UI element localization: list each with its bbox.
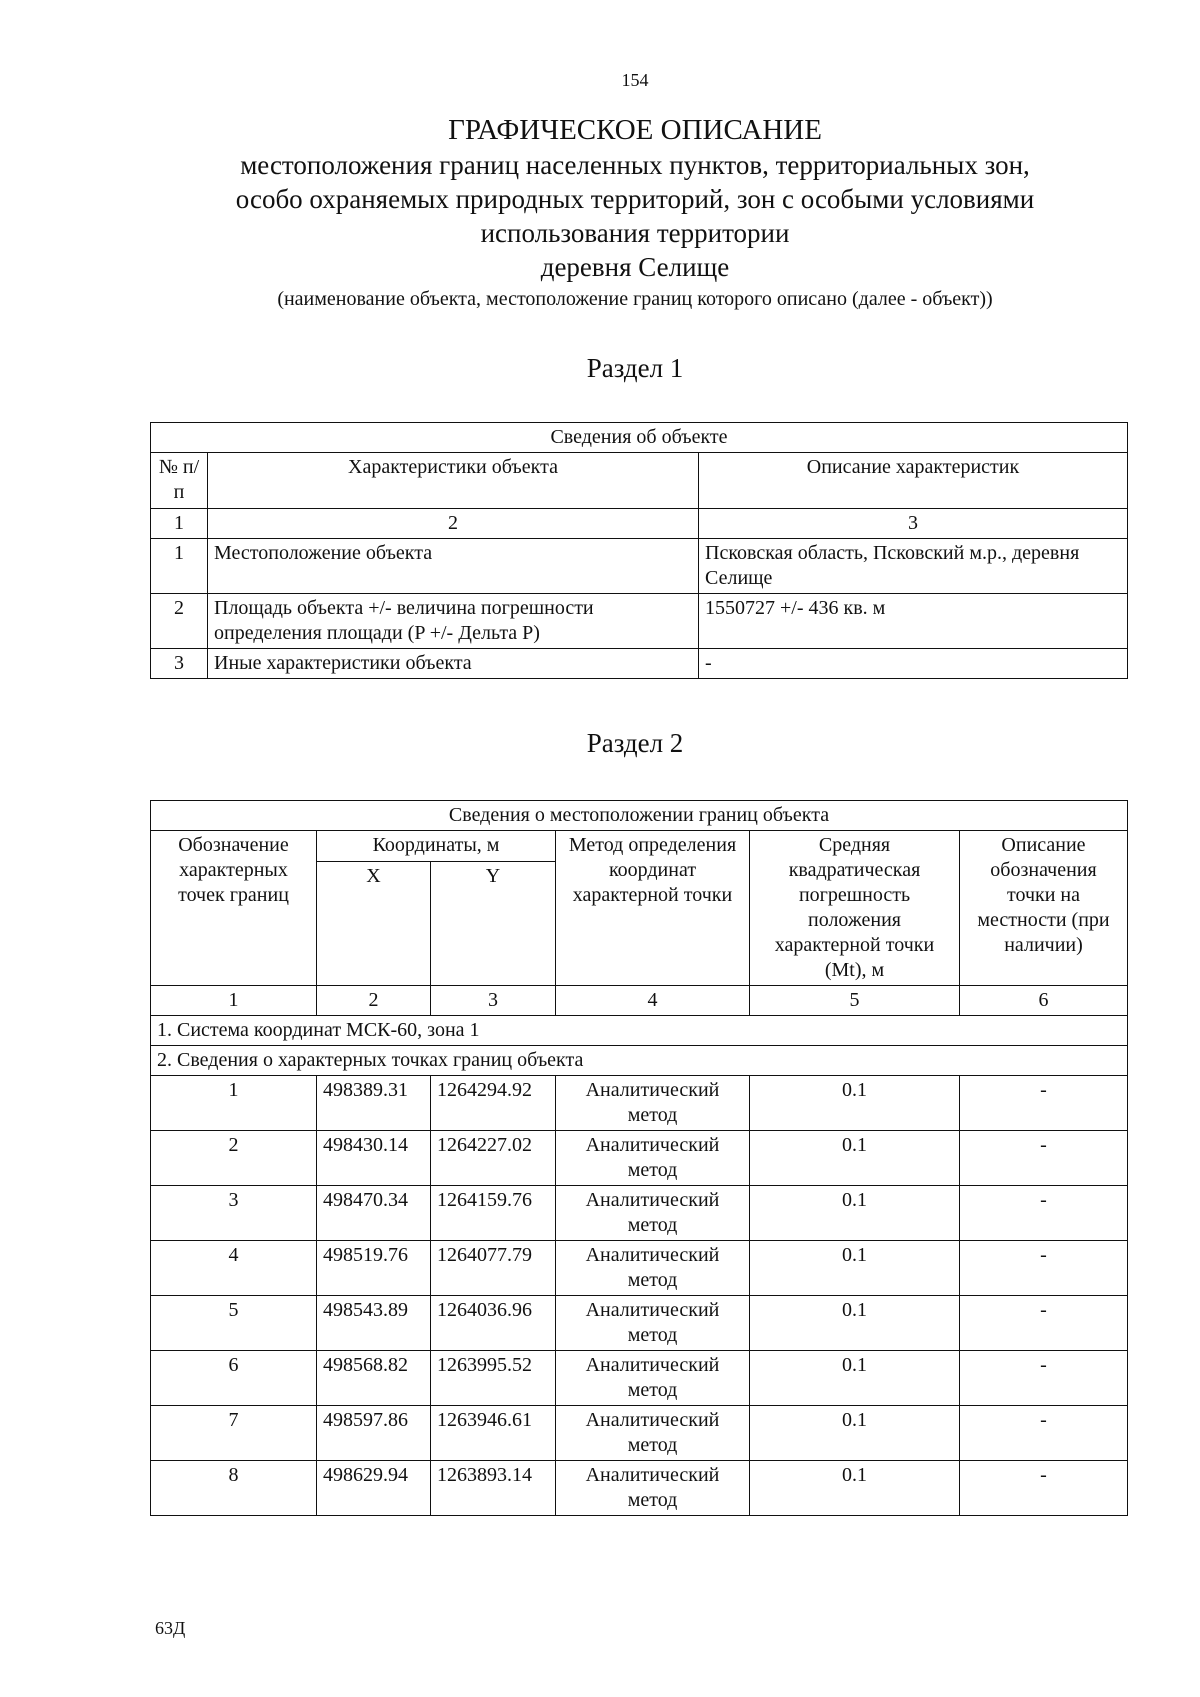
points-caption: 2. Сведения о характерных точках границ объекта (151, 1046, 1128, 1076)
table-caption: Сведения об объекте (151, 423, 1128, 453)
row-characteristic: Местоположение объекта (208, 539, 699, 594)
table-row (151, 1406, 1128, 1461)
section-1-title: Раздел 1 (586, 353, 684, 383)
point-id: 5 (151, 1296, 317, 1351)
point-x: 498597.86 (317, 1406, 431, 1461)
point-x: 498629.94 (317, 1461, 431, 1516)
document-subtitle-line-1: местоположения границ населенных пунктов, территориальных зон, (240, 150, 1030, 180)
point-x: 498470.34 (317, 1186, 431, 1241)
point-description: - (960, 1461, 1128, 1516)
table-caption-row (151, 801, 1128, 831)
point-id: 3 (151, 1186, 317, 1241)
point-x: 498389.31 (317, 1076, 431, 1131)
point-x: 498519.76 (317, 1241, 431, 1296)
table-caption-row (151, 423, 1128, 453)
point-id: 6 (151, 1351, 317, 1406)
table-row (151, 1461, 1128, 1516)
table-row (151, 1241, 1128, 1296)
point-y: 1264077.79 (431, 1241, 556, 1296)
column-number: 2 (208, 509, 699, 539)
point-y: 1264294.92 (431, 1076, 556, 1131)
point-id: 4 (151, 1241, 317, 1296)
page-number: 154 (621, 70, 649, 90)
point-id: 7 (151, 1406, 317, 1461)
points-caption-row (151, 1046, 1128, 1076)
coord-system-row (151, 1016, 1128, 1046)
point-error: 0.1 (750, 1296, 960, 1351)
object-name: деревня Селище (540, 252, 730, 282)
header-description: Описание характеристик (699, 453, 1128, 509)
table-row (151, 594, 1128, 649)
row-description: Псковская область, Псковский м.р., деревня Селище (699, 539, 1128, 594)
footer-code: 63Д (155, 1618, 186, 1638)
table-caption: Сведения о местоположении границ объекта (151, 801, 1128, 831)
point-error: 0.1 (750, 1461, 960, 1516)
table-row (151, 1186, 1128, 1241)
header-method: Метод определения координат характерной точки (556, 831, 750, 986)
table-row (151, 1351, 1128, 1406)
column-number: 1 (151, 986, 317, 1016)
boundary-points-table (150, 800, 1128, 1516)
coord-system: 1. Система координат МСК-60, зона 1 (151, 1016, 1128, 1046)
table-row (151, 1296, 1128, 1351)
object-note: (наименование объекта, местоположение границ которого описано (далее - объект)) (277, 288, 993, 310)
point-y: 1264227.02 (431, 1131, 556, 1186)
point-error: 0.1 (750, 1351, 960, 1406)
point-y: 1263893.14 (431, 1461, 556, 1516)
row-characteristic: Площадь объекта +/- величина погрешности определения площади (P +/- Дельта P) (208, 594, 699, 649)
object-info-table (150, 422, 1128, 679)
column-number: 6 (960, 986, 1128, 1016)
table-header-row (151, 831, 1128, 862)
point-method: Аналитический метод (556, 1186, 750, 1241)
document-subtitle-line-3: использования территории (480, 218, 790, 248)
point-y: 1264159.76 (431, 1186, 556, 1241)
point-x: 498543.89 (317, 1296, 431, 1351)
point-description: - (960, 1351, 1128, 1406)
point-description: - (960, 1241, 1128, 1296)
point-y: 1264036.96 (431, 1296, 556, 1351)
document-header (0, 112, 1200, 312)
point-error: 0.1 (750, 1186, 960, 1241)
point-description: - (960, 1186, 1128, 1241)
header-description: Описание обозначения точки на местности (при наличии) (960, 831, 1128, 986)
point-id: 2 (151, 1131, 317, 1186)
point-error: 0.1 (750, 1406, 960, 1461)
point-method: Аналитический метод (556, 1296, 750, 1351)
section-2-title: Раздел 2 (586, 728, 684, 758)
point-x: 498430.14 (317, 1131, 431, 1186)
point-method: Аналитический метод (556, 1406, 750, 1461)
document-subtitle-line-2: особо охраняемых природных территорий, зон с особыми условиями (235, 184, 1035, 214)
point-method: Аналитический метод (556, 1461, 750, 1516)
column-number: 4 (556, 986, 750, 1016)
point-method: Аналитический метод (556, 1131, 750, 1186)
column-number: 2 (317, 986, 431, 1016)
point-error: 0.1 (750, 1076, 960, 1131)
point-id: 1 (151, 1076, 317, 1131)
column-number: 1 (151, 509, 208, 539)
column-number: 3 (431, 986, 556, 1016)
table-row (151, 1076, 1128, 1131)
column-number-row (151, 986, 1128, 1016)
point-description: - (960, 1296, 1128, 1351)
point-id: 8 (151, 1461, 317, 1516)
point-error: 0.1 (750, 1241, 960, 1296)
point-y: 1263946.61 (431, 1406, 556, 1461)
row-num: 2 (151, 594, 208, 649)
header-x: X (317, 862, 431, 986)
column-number: 3 (699, 509, 1128, 539)
point-method: Аналитический метод (556, 1241, 750, 1296)
row-num: 1 (151, 539, 208, 594)
point-description: - (960, 1076, 1128, 1131)
row-characteristic: Иные характеристики объекта (208, 649, 699, 679)
point-description: - (960, 1131, 1128, 1186)
header-coords: Координаты, м (317, 831, 556, 862)
row-description: 1550727 +/- 436 кв. м (699, 594, 1128, 649)
point-y: 1263995.52 (431, 1351, 556, 1406)
point-error: 0.1 (750, 1131, 960, 1186)
point-method: Аналитический метод (556, 1351, 750, 1406)
header-point: Обозначение характерных точек границ (151, 831, 317, 986)
header-y: Y (431, 862, 556, 986)
column-number-row (151, 509, 1128, 539)
table-header-row (151, 453, 1128, 509)
column-number: 5 (750, 986, 960, 1016)
point-x: 498568.82 (317, 1351, 431, 1406)
point-method: Аналитический метод (556, 1076, 750, 1131)
header-num: № п/п (151, 453, 208, 509)
table-row (151, 649, 1128, 679)
row-description: - (699, 649, 1128, 679)
header-characteristic: Характеристики объекта (208, 453, 699, 509)
table-row (151, 1131, 1128, 1186)
table-row (151, 539, 1128, 594)
document-title: ГРАФИЧЕСКОЕ ОПИСАНИЕ (448, 114, 822, 146)
header-error: Средняя квадратическая погрешность положения характерной точки (Mt), м (750, 831, 960, 986)
point-description: - (960, 1406, 1128, 1461)
row-num: 3 (151, 649, 208, 679)
